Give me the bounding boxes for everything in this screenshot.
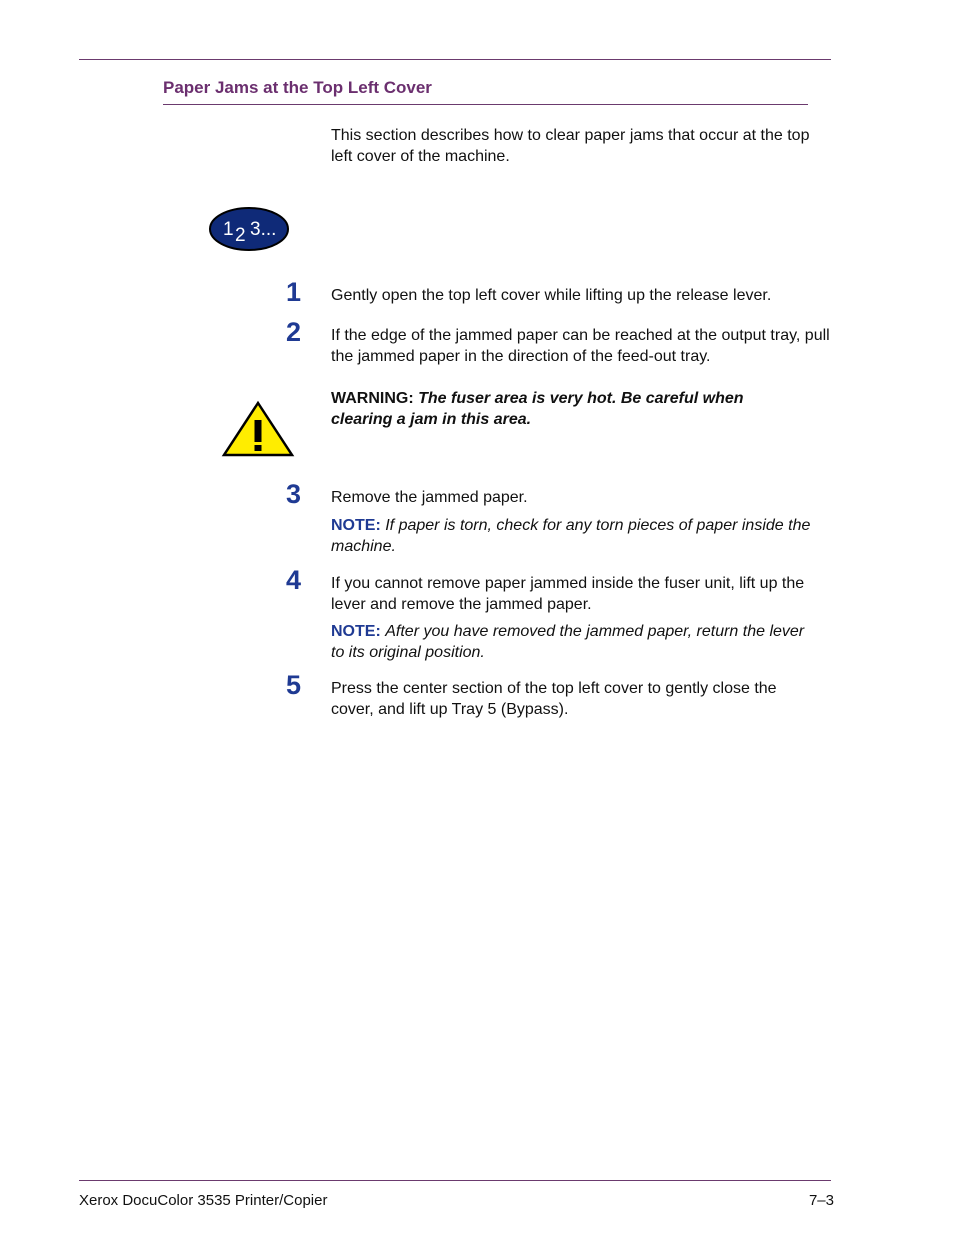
svg-text:1: 1	[223, 219, 234, 240]
footer-page-number: 7–3	[808, 1192, 834, 1209]
note-text: If paper is torn, check for any torn pieces of paper inside the machine.	[331, 517, 811, 555]
warning-triangle-icon	[221, 400, 295, 458]
section-intro: This section describes how to clear paper jams that occur at the top left cover of the machine.	[331, 127, 810, 165]
footer-product: Xerox DocuColor 3535 Printer/Copier	[79, 1192, 328, 1209]
note-label: NOTE:	[331, 517, 381, 534]
warning-label: WARNING:	[331, 390, 414, 407]
note-label: NOTE:	[331, 623, 381, 640]
procedure-123-icon	[208, 206, 290, 252]
note-block	[331, 515, 826, 557]
footer-rule	[79, 1180, 831, 1181]
note-text: After you have removed the jammed paper, return the lever to its original position.	[331, 623, 805, 661]
warning-text: The fuser area is very hot. Be careful when clearing a jam in this area.	[331, 390, 744, 428]
section-title: Paper Jams at the Top Left Cover	[163, 78, 432, 97]
step-text: Gently open the top left cover while lifting up the release lever.	[331, 287, 772, 304]
header-rule	[79, 59, 831, 60]
step-number: 4	[286, 565, 302, 595]
step-text: If you cannot remove paper jammed inside the fuser unit, lift up the lever and remove the jammed paper.	[331, 575, 805, 613]
svg-text:2: 2	[235, 225, 246, 246]
svg-text:3...: 3...	[250, 219, 277, 240]
step-text: Press the center section of the top left cover to gently close the cover, and lift up Tray 5 (Bypass).	[331, 680, 777, 718]
step-number: 1	[286, 277, 302, 307]
section-title-underline	[163, 104, 808, 105]
warning-block	[331, 388, 801, 430]
step-number: 2	[286, 317, 302, 347]
step-text: Remove the jammed paper.	[331, 489, 528, 506]
note-block	[331, 621, 811, 663]
step-text: If the edge of the jammed paper can be reached at the output tray, pull the jammed paper in the direction of the feed-out tray.	[331, 327, 830, 365]
step-number: 5	[286, 670, 302, 700]
step-number: 3	[286, 479, 302, 509]
